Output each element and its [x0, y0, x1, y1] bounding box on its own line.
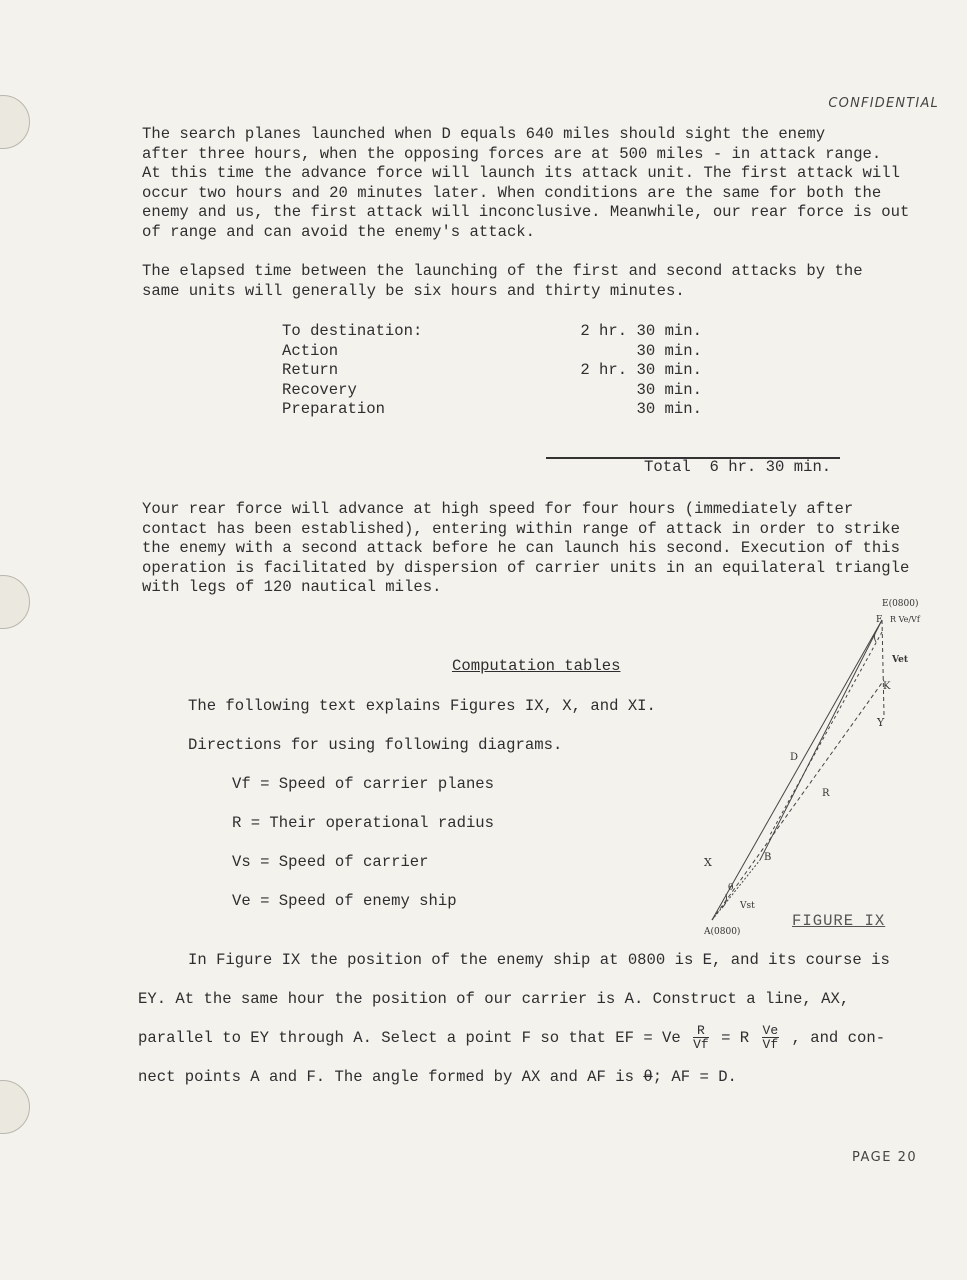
label-y: Y	[877, 716, 885, 729]
schedule-row	[282, 342, 702, 362]
page-number: PAGE 20	[852, 1150, 918, 1165]
theta-symbol: θ	[643, 1068, 653, 1086]
label-x: X	[704, 856, 712, 869]
label-theta: θ	[728, 883, 734, 893]
label-vet: Vet	[892, 655, 909, 665]
definition-vf: Vf = Speed of carrier planes	[232, 775, 495, 793]
fraction-ve-over-vf	[762, 1024, 780, 1051]
paragraph-elapsed-time: The elapsed time between the launching of the first and second attacks by the same units will generally be six hours and thirty minutes.	[142, 262, 863, 300]
schedule-value: 2 hr. 30 min.	[580, 322, 702, 340]
bottom-line-4	[138, 1058, 908, 1097]
label-r-ve-vf: R Ve/Vf	[890, 615, 920, 624]
definition-ve: Ve = Speed of enemy ship	[232, 892, 457, 910]
line-af	[712, 620, 882, 920]
label-b: B	[764, 852, 772, 863]
schedule-row	[282, 381, 702, 401]
bottom-line-3	[138, 1019, 908, 1058]
bottom-line-3-end: , and con-	[791, 1029, 886, 1047]
line-vst	[712, 860, 760, 920]
punch-hole-middle	[0, 575, 30, 629]
schedule-row	[282, 322, 702, 342]
label-d: D	[790, 752, 799, 763]
bottom-line-4-end: ; AF = D.	[652, 1068, 737, 1086]
schedule-row	[282, 400, 702, 420]
bottom-line-3-start: parallel to EY through A. Select a point F so that EF = Ve	[138, 1029, 681, 1047]
paragraph-rear-force: Your rear force will advance at high speed for four hours (immediately after contact has been established), entering within range of attack in order to strike the enemy with a second attack before he can launch his second. Execution of this operation is facilitated by dispersion of carrier units in an equilateral triangle with legs of 120 nautical miles.	[142, 500, 910, 597]
computation-directions: Directions for using following diagrams.	[188, 736, 563, 754]
bottom-line-1: In Figure IX the position of the enemy ship at 0800 is E, and its course is	[188, 951, 890, 969]
figure-ix-diagram	[690, 590, 940, 940]
classification-label: CONFIDENTIAL	[828, 96, 939, 111]
label-r: R	[822, 788, 830, 799]
definition-r: R = Their operational radius	[232, 814, 495, 832]
bottom-text	[138, 941, 908, 1097]
punch-hole-bottom	[0, 1080, 30, 1134]
definition-vs: Vs = Speed of carrier	[232, 853, 429, 871]
bottom-line-4-start: nect points A and F. The angle formed by AX and AF is	[138, 1068, 634, 1086]
label-vst: Vst	[740, 901, 755, 911]
label-k: K	[883, 681, 891, 692]
bottom-line-2: EY. At the same hour the position of our carrier is A. Construct a line, AX,	[138, 990, 850, 1008]
schedule-value: 30 min.	[636, 380, 702, 399]
computation-intro: The following text explains Figures IX, X, and XI.	[188, 697, 656, 715]
schedule-table	[282, 322, 702, 420]
line-ax	[712, 680, 884, 920]
label-a: A(0800)	[704, 927, 741, 937]
punch-hole-top	[0, 95, 30, 149]
line-fb	[760, 620, 882, 860]
label-e: E(0800)	[882, 599, 919, 609]
schedule-row	[282, 361, 702, 381]
computation-title: Computation tables	[452, 657, 621, 675]
figure-title: FIGURE IX	[792, 912, 886, 930]
fraction-r-over-vf	[693, 1024, 709, 1051]
fraction-numerator: Ve	[762, 1023, 779, 1039]
schedule-label: Preparation	[282, 400, 385, 419]
line-ey	[882, 620, 884, 715]
label-f: F	[876, 615, 883, 625]
schedule-label: Action	[282, 341, 339, 360]
fraction-denominator: Vf	[762, 1037, 779, 1053]
schedule-total: Total 6 hr. 30 min.	[644, 458, 832, 476]
paragraph-search-planes: The search planes launched when D equals 640 miles should sight the enemy after three hours, when the opposing forces are at 500 miles - in attack range. At this time the advance force will launch its attack unit. The first attack will occur two hours and 20 minutes later. When conditions are the same for both the enemy and us, the first attack will inconclusive. Meanwhile, our rear force is out of range and can avoid the enemy's attack.	[142, 125, 910, 241]
schedule-value: 30 min.	[636, 400, 702, 419]
fraction-numerator: R	[693, 1024, 709, 1038]
schedule-label: Recovery	[282, 380, 357, 399]
equals-r: = R	[721, 1029, 750, 1047]
schedule-value: 30 min.	[636, 341, 702, 360]
schedule-label: Return	[282, 361, 339, 380]
fraction-denominator: Vf	[693, 1037, 709, 1053]
schedule-label: To destination:	[282, 322, 423, 340]
schedule-value: 2 hr. 30 min.	[580, 361, 702, 380]
line-r	[770, 632, 882, 835]
top-angle-arc	[874, 628, 878, 642]
